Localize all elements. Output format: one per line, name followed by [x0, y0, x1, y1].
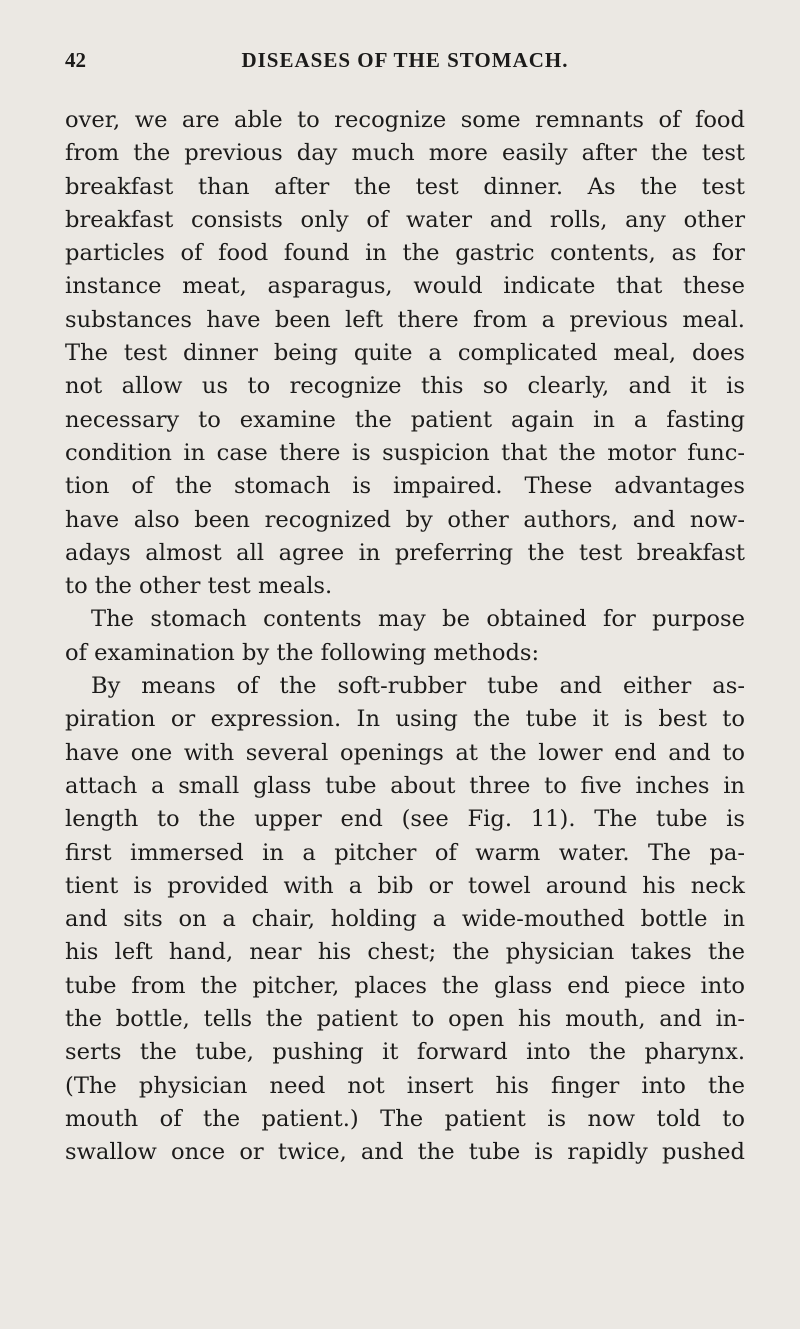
text-line: over, we are able to recognize some remnants of food: [65, 107, 745, 133]
text-line: have also been recognized by other authors, and now-: [65, 506, 745, 533]
text-line: The test dinner being quite a complicated meal, does: [65, 340, 745, 367]
running-title: DISEASES OF THE STOMACH.: [241, 48, 569, 72]
text-line: mouth of the patient.) The patient is now told to: [65, 1105, 745, 1132]
text-line: first immersed in a pitcher of warm water. The pa-: [65, 839, 745, 866]
text-line: tube from the pitcher, places the glass end piece into: [65, 972, 745, 999]
text-line: length to the upper end (see Fig. 11). The tube is: [65, 806, 745, 833]
text-line: tion of the stomach is impaired. These advantages: [65, 473, 745, 500]
text-line: (The physician need not insert his finger into the: [65, 1072, 745, 1099]
text-line: the bottle, tells the patient to open his mouth, and in-: [65, 1006, 745, 1033]
text-line: substances have been left there from a previous meal.: [65, 306, 745, 333]
text-line: swallow once or twice, and the tube is rapidly pushed: [65, 1139, 745, 1166]
text-line: instance meat, asparagus, would indicate that these: [65, 273, 745, 300]
text-line: particles of food found in the gastric contents, as for: [65, 240, 745, 267]
text-line: not allow us to recognize this so clearly, and it is: [65, 373, 745, 400]
page-number: 42: [65, 48, 86, 72]
text-line: from the previous day much more easily after the test: [65, 140, 745, 167]
text-line: have one with several openings at the lower end and to: [65, 739, 745, 766]
text-line: serts the tube, pushing it forward into the pharynx.: [65, 1039, 745, 1066]
text-line: The stomach contents may be obtained for purpose: [91, 606, 745, 633]
text-line: attach a small glass tube about three to five inches in: [65, 772, 745, 799]
text-line: tient is provided with a bib or towel around his neck: [65, 872, 745, 899]
text-line: of examination by the following methods:: [65, 639, 540, 666]
body-text: [65, 104, 745, 1170]
text-line: condition in case there is suspicion that the motor func-: [65, 439, 745, 466]
text-line: breakfast than after the test dinner. As the test: [65, 173, 745, 200]
text-line: necessary to examine the patient again in a fasting: [65, 406, 745, 433]
page-header: [65, 48, 745, 80]
text-line: By means of the soft-rubber tube and either as-: [91, 673, 745, 700]
text-line: adays almost all agree in preferring the test breakfast: [65, 539, 745, 566]
text-line: to the other test meals.: [65, 573, 333, 600]
text-line: piration or expression. In using the tube it is best to: [65, 706, 745, 733]
text-line: and sits on a chair, holding a wide-mouthed bottle in: [65, 906, 745, 933]
text-line: breakfast consists only of water and rolls, any other: [65, 206, 745, 233]
text-line: his left hand, near his chest; the physician takes the: [65, 939, 745, 966]
